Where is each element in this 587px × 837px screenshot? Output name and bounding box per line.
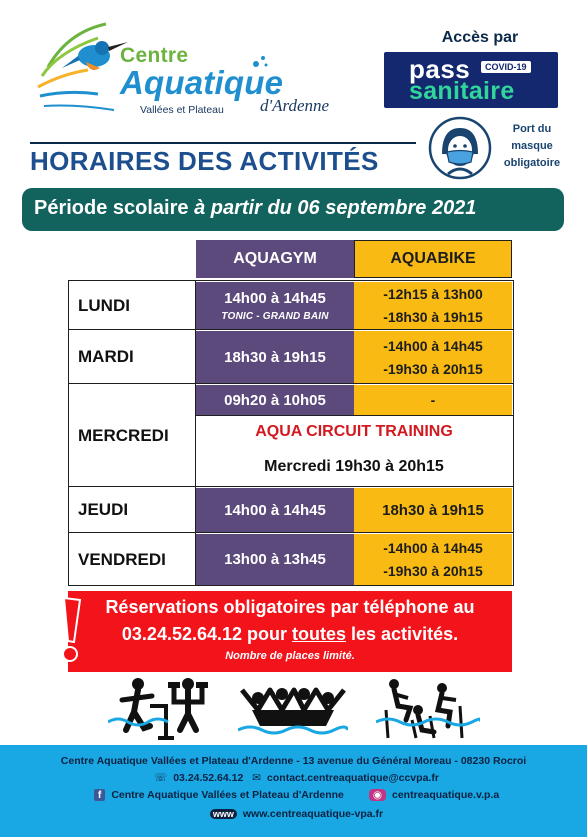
logo-ardenne: d'Ardenne xyxy=(260,96,330,115)
day-vendredi: VENDREDI xyxy=(78,550,166,569)
web-icon: www xyxy=(210,809,237,819)
aquabike-pictogram-icon xyxy=(376,676,480,742)
reservation-banner xyxy=(68,591,512,672)
cell-separator xyxy=(195,415,514,416)
footer-email[interactable]: contact.centreaquatique@ccvpa.fr xyxy=(267,772,439,784)
row-separator xyxy=(68,383,514,384)
period-prefix: Période scolaire xyxy=(34,197,195,219)
jeudi-aquabike xyxy=(354,488,512,532)
mercredi-aquagym-time: 09h20 à 10h05 xyxy=(224,391,326,409)
pass-word: pass xyxy=(409,54,471,84)
logo-aquatique: Aquatique xyxy=(120,64,284,101)
mask-face-icon xyxy=(428,116,492,180)
phone-icon: ☏ xyxy=(154,772,168,785)
reservation-limit: Nombre de places limité. xyxy=(225,650,355,662)
row-separator xyxy=(68,486,514,487)
logo-centre: Centre xyxy=(120,44,189,67)
period-banner xyxy=(22,188,564,231)
mardi-aquabike-time-2: -19h30 à 20h15 xyxy=(383,360,483,377)
mardi-aquabike-time-1: -14h00 à 14h45 xyxy=(383,337,483,354)
footer-social-line xyxy=(0,789,587,801)
mercredi-aquagym xyxy=(196,385,354,415)
reservation-end: les activités. xyxy=(346,624,459,644)
mardi-aquabike xyxy=(354,331,512,383)
day-mardi: MARDI xyxy=(78,347,134,366)
jeudi-aquagym xyxy=(196,488,354,532)
aquagym-pictogram-icon xyxy=(108,676,212,742)
day-mercredi: MERCREDI xyxy=(78,425,169,445)
footer-instagram[interactable]: centreaquatique.v.p.a xyxy=(392,789,500,801)
vendredi-aquabike-time-1: -14h00 à 14h45 xyxy=(383,540,483,556)
mercredi-aquabike-time: - xyxy=(430,392,436,408)
header-aquabike: AQUABIKE xyxy=(354,240,512,278)
reservation-toutes: toutes xyxy=(292,624,347,644)
instagram-icon[interactable]: ◉ xyxy=(369,789,386,801)
footer xyxy=(0,745,587,837)
facebook-icon[interactable]: f xyxy=(94,789,106,801)
header-aquagym: AQUAGYM xyxy=(196,240,354,278)
mercredi-aquabike xyxy=(354,385,512,415)
period-date: à partir du 06 septembre 2021 xyxy=(194,197,477,219)
reservation-line-1: Réservations obligatoires par téléphone au xyxy=(105,597,475,617)
day-lundi: LUNDI xyxy=(78,296,130,315)
logo-vallees: Vallées et Plateau xyxy=(140,104,224,116)
vendredi-aquabike-time-2: -19h30 à 20h15 xyxy=(383,563,483,579)
mask-notice: Port du masque obligatoire xyxy=(503,123,561,169)
pass-sanitaire-badge xyxy=(384,52,558,108)
footer-address: Centre Aquatique Vallées et Plateau d'Ardenne - 13 avenue du Général Moreau - 08230 Rocroi xyxy=(60,755,527,767)
row-separator xyxy=(68,329,514,330)
vendredi-aquabike xyxy=(354,534,512,585)
lundi-aquagym xyxy=(196,282,354,329)
circuit-training-title: AQUA CIRCUIT TRAINING xyxy=(255,423,453,440)
footer-web-line xyxy=(0,808,587,820)
reservation-phone: 03.24.52.64.12 pour xyxy=(121,624,293,644)
circuit-training-time: Mercredi 19h30 à 20h15 xyxy=(264,458,444,475)
mail-icon: ✉ xyxy=(252,772,262,785)
mardi-aquagym xyxy=(196,331,354,383)
lundi-aquagym-time: 14h00 à 14h45 xyxy=(224,289,326,307)
lundi-aquabike-time-1: -12h15 à 13h00 xyxy=(383,286,483,302)
footer-facebook[interactable]: Centre Aquatique Vallées et Plateau d'Ardenne xyxy=(111,789,344,801)
page-title: HORAIRES DES ACTIVITÉS xyxy=(30,146,379,176)
pass-acces-label: Accès par xyxy=(441,29,519,46)
footer-phone: 03.24.52.64.12 xyxy=(173,772,244,784)
lundi-aquabike-time-2: -18h30 à 19h15 xyxy=(383,309,483,325)
vendredi-aquagym xyxy=(196,534,354,585)
day-jeudi: JEUDI xyxy=(78,500,129,519)
title-divider xyxy=(30,142,416,144)
footer-website[interactable]: www.centreaquatique-vpa.fr xyxy=(242,808,384,820)
exclamation-icon xyxy=(58,596,88,666)
lundi-aquagym-note: TONIC - GRAND BAIN xyxy=(221,310,329,322)
centre-aquatique-logo xyxy=(28,12,358,122)
jeudi-aquabike-time: 18h30 à 19h15 xyxy=(382,501,484,519)
row-separator xyxy=(68,532,514,533)
jeudi-aquagym-time: 14h00 à 14h45 xyxy=(224,501,326,519)
lundi-aquabike xyxy=(354,282,512,329)
sanitaire-word: sanitaire xyxy=(409,77,515,105)
vendredi-aquagym-time: 13h00 à 13h45 xyxy=(224,551,326,568)
mardi-aquagym-time: 18h30 à 19h15 xyxy=(224,348,326,366)
reservation-line-2 xyxy=(68,624,512,645)
covid-tag: COVID-19 xyxy=(481,61,531,73)
footer-contact-line xyxy=(0,772,587,784)
group-pictogram-icon xyxy=(238,676,348,742)
